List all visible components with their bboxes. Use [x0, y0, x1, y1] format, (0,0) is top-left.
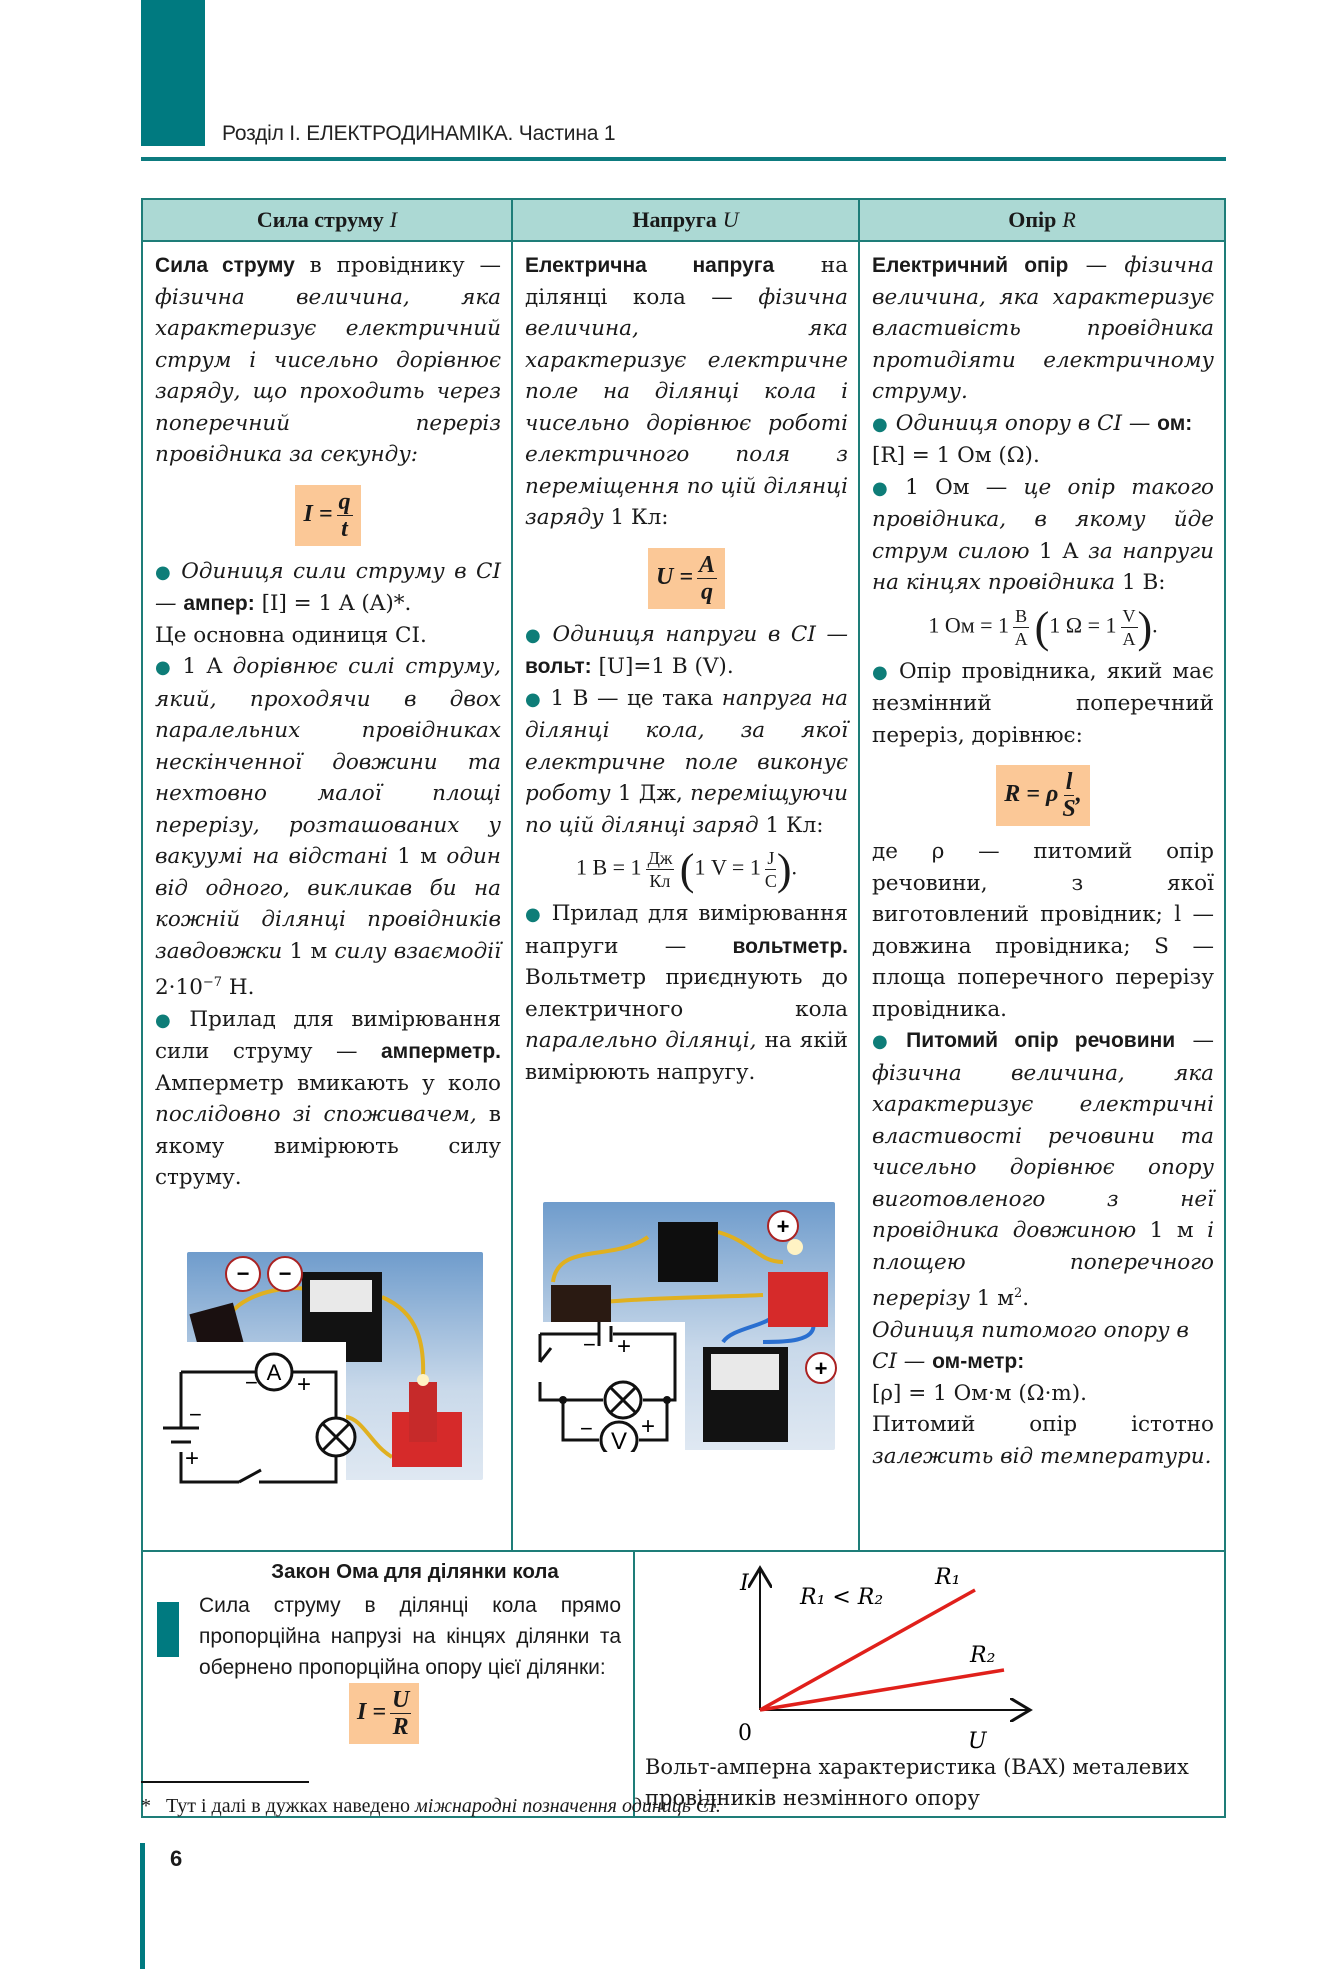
current-definition: Сила струму в провіднику — фізична величина, яка характеризує електричний струм і чисельно дорівнює заряду, що проходить через поперечний переріз провідника за секунду: [155, 253, 501, 467]
iv-characteristic-chart [635, 1552, 1224, 1816]
header-current: Сила струму I [143, 200, 513, 240]
current-unit-note: Це основна одиниця СІ. [155, 622, 427, 648]
svg-text:−: − [580, 1416, 593, 1441]
ammeter-description: ● Прилад для вимірювання сили струму — амперметр. Амперметр вмикають у коло послідовно зі споживачем, в якому вимірюють силу струму. [155, 1006, 501, 1191]
ammeter-circuit-schematic [161, 1342, 391, 1502]
table-header-row [143, 200, 1224, 242]
bullet-icon: ● [155, 561, 174, 583]
svg-text:+: + [185, 1445, 200, 1472]
svg-text:−: − [583, 1332, 596, 1357]
temperature-note: Питомий опір істотно залежить від температури. [872, 1412, 1214, 1469]
column-current [143, 242, 513, 1550]
svg-text:0: 0 [738, 1721, 752, 1746]
column-voltage [513, 242, 860, 1550]
ohm-law-box [143, 1552, 635, 1816]
ohm-definition: ● 1 Ом — це опір такого провідника, в якому йде струм силою 1 А за напруги на кінцях провідника 1 В: [872, 474, 1214, 595]
footnote: * Тут і далі в дужках наведено міжнародні позначення одиниць СІ. [141, 1795, 721, 1817]
wire-resistance-text: ● Опір провідника, який має незмінний поперечний переріз, дорівнює: [872, 658, 1214, 748]
formula-ohm-law: I = $\frac{U}{R}$ [349, 1683, 419, 1744]
ohm-law-title: Закон Ома для ділянки кола [271, 1560, 559, 1583]
bullet-icon: ● [525, 688, 543, 710]
svg-text:−: − [189, 1402, 202, 1427]
resistance-definition: Електричний опір — фізична величина, яка характеризує властивість провідника протидіяти електричному струму. [872, 253, 1214, 404]
svg-text:+: + [776, 1214, 790, 1239]
svg-text:−: − [245, 1370, 258, 1395]
bullet-icon: ● [155, 1009, 182, 1031]
bullet-icon: ● [872, 413, 888, 435]
callout-plus-icon [765, 1208, 801, 1254]
bullet-icon: ● [872, 661, 891, 683]
callout-plus-icon [803, 1350, 839, 1396]
bullet-icon: ● [872, 477, 898, 499]
ohm-equation: 1 Ом = 1 $\frac{В}{А}$ (1 Ω = 1 $\frac{V}{A}$ ). [928, 602, 1158, 652]
chart-caption: Вольт-амперна характеристика (ВАХ) металевих провідників незмінного опору [645, 1755, 1189, 1810]
voltmeter-description: ● Прилад для вимірювання напруги — вольтметр. Вольтметр приєднують до електричного кола паралельно ділянці, на якій вимірюють напругу. [525, 901, 849, 1085]
resistivity-unit-value: [ρ] = 1 Ом·м (Ω·m). [872, 1380, 1088, 1406]
bottom-row [143, 1552, 1224, 1816]
formula-current: I = $\frac{q}{t}$ [295, 485, 360, 546]
svg-text:V: V [610, 1428, 628, 1452]
bullet-icon: ● [525, 624, 545, 646]
bullet-icon: ● [525, 904, 544, 925]
page-accent-bar [140, 1843, 145, 1969]
formula-resistance: R = ρ $\frac{l}{S}$ , [996, 765, 1089, 826]
voltmeter-circuit-schematic [535, 1322, 695, 1462]
svg-text:I: I [740, 1571, 749, 1596]
svg-text:+: + [617, 1333, 632, 1360]
resistivity-unit: Одиниця питомого опору в СІ — ом-метр: [872, 1317, 1189, 1375]
resistivity-definition: ● Питомий опір речовини — фізична величина, яка характеризує електричні властивості речовини та чисельно дорівнює опору виготовленого з неї провідника довжиною 1 м і площею поперечного перерізу 1 $м^2$. [872, 1028, 1214, 1312]
summary-table [141, 198, 1226, 1818]
svg-text:−: − [278, 1261, 292, 1286]
footnote-rule [141, 1781, 309, 1783]
header-rule [141, 157, 1226, 161]
table-body-row [143, 242, 1224, 1552]
callout-minus-icon [223, 1254, 333, 1314]
chapter-color-tab [141, 0, 205, 146]
voltage-definition: Електрична напруга на ділянці кола — фізична величина, яка характеризує електричне поле на ділянці кола і чисельно дорівнює роботі електричного поля з переміщення по цій ділянці заряду 1 Кл: [525, 253, 849, 530]
ampere-definition: ● 1 A дорівнює силі струму, який, проходячи в двох паралельних провідниках нескінченної довжини та нехтовно малої площі перерізу, розташованих у вакуумі на відстані 1 м один від одного, викликав би на кожній ділянці провідників завдовжки 1 м силу взаємодії $2\cdot 10^{-7}$ Н. [155, 654, 501, 1001]
formula-voltage: U = $\frac{A}{q}$ [648, 548, 725, 609]
svg-text:+: + [814, 1356, 828, 1381]
volt-definition: ● 1 В — це така напруга на ділянці кола, за якої електричне поле виконує роботу 1 Дж, переміщуючи по цій ділянці заряд 1 Кл: [525, 685, 848, 838]
current-unit: ● Одиниця сили струму в СІ — ампер: [I] = 1 A (A)*. [155, 558, 501, 616]
page-number: 6 [170, 1846, 183, 1871]
running-head: Розділ І. ЕЛЕКТРОДИНАМІКА. Частина 1 [222, 122, 616, 145]
volt-equation: 1 В = 1 $\frac{Дж}{Кл}$ (1 V = 1 $\frac{J}{C}$ ). [575, 844, 798, 894]
ohm-law-text: Сила струму в ділянці кола прямо пропорційна напрузі на кінцях ділянки та обернено пропорційна опору цієї ділянки: [199, 1594, 621, 1679]
svg-text:R₂: R₂ [970, 1643, 996, 1668]
svg-text:+: + [297, 1371, 312, 1398]
svg-text:A: A [266, 1360, 282, 1385]
svg-text:R₁: R₁ [935, 1565, 961, 1590]
svg-text:U: U [968, 1729, 987, 1752]
svg-text:−: − [236, 1261, 250, 1286]
bullet-icon: ● [872, 1031, 899, 1052]
column-resistance [860, 242, 1224, 1550]
bullet-icon: ● [155, 657, 175, 678]
svg-text:+: + [641, 1413, 656, 1440]
formula-legend: де ρ — питомий опір речовини, з якої виготовлений провідник; l — довжина провідника; S — площа поперечного перерізу провідника. [872, 839, 1214, 1022]
voltage-unit: ● Одиниця напруги в СІ — вольт: [U]=1 В (V). [525, 621, 848, 679]
svg-text:R₁ < R₂: R₁ < R₂ [800, 1585, 884, 1610]
accent-bar [157, 1602, 179, 1657]
resistance-unit: ● Одиниця опору в СІ — ом: [R] = 1 Ом (Ω). [872, 410, 1193, 468]
header-voltage: Напруга U [513, 200, 860, 240]
header-resistance: Опір R [1008, 207, 1076, 232]
